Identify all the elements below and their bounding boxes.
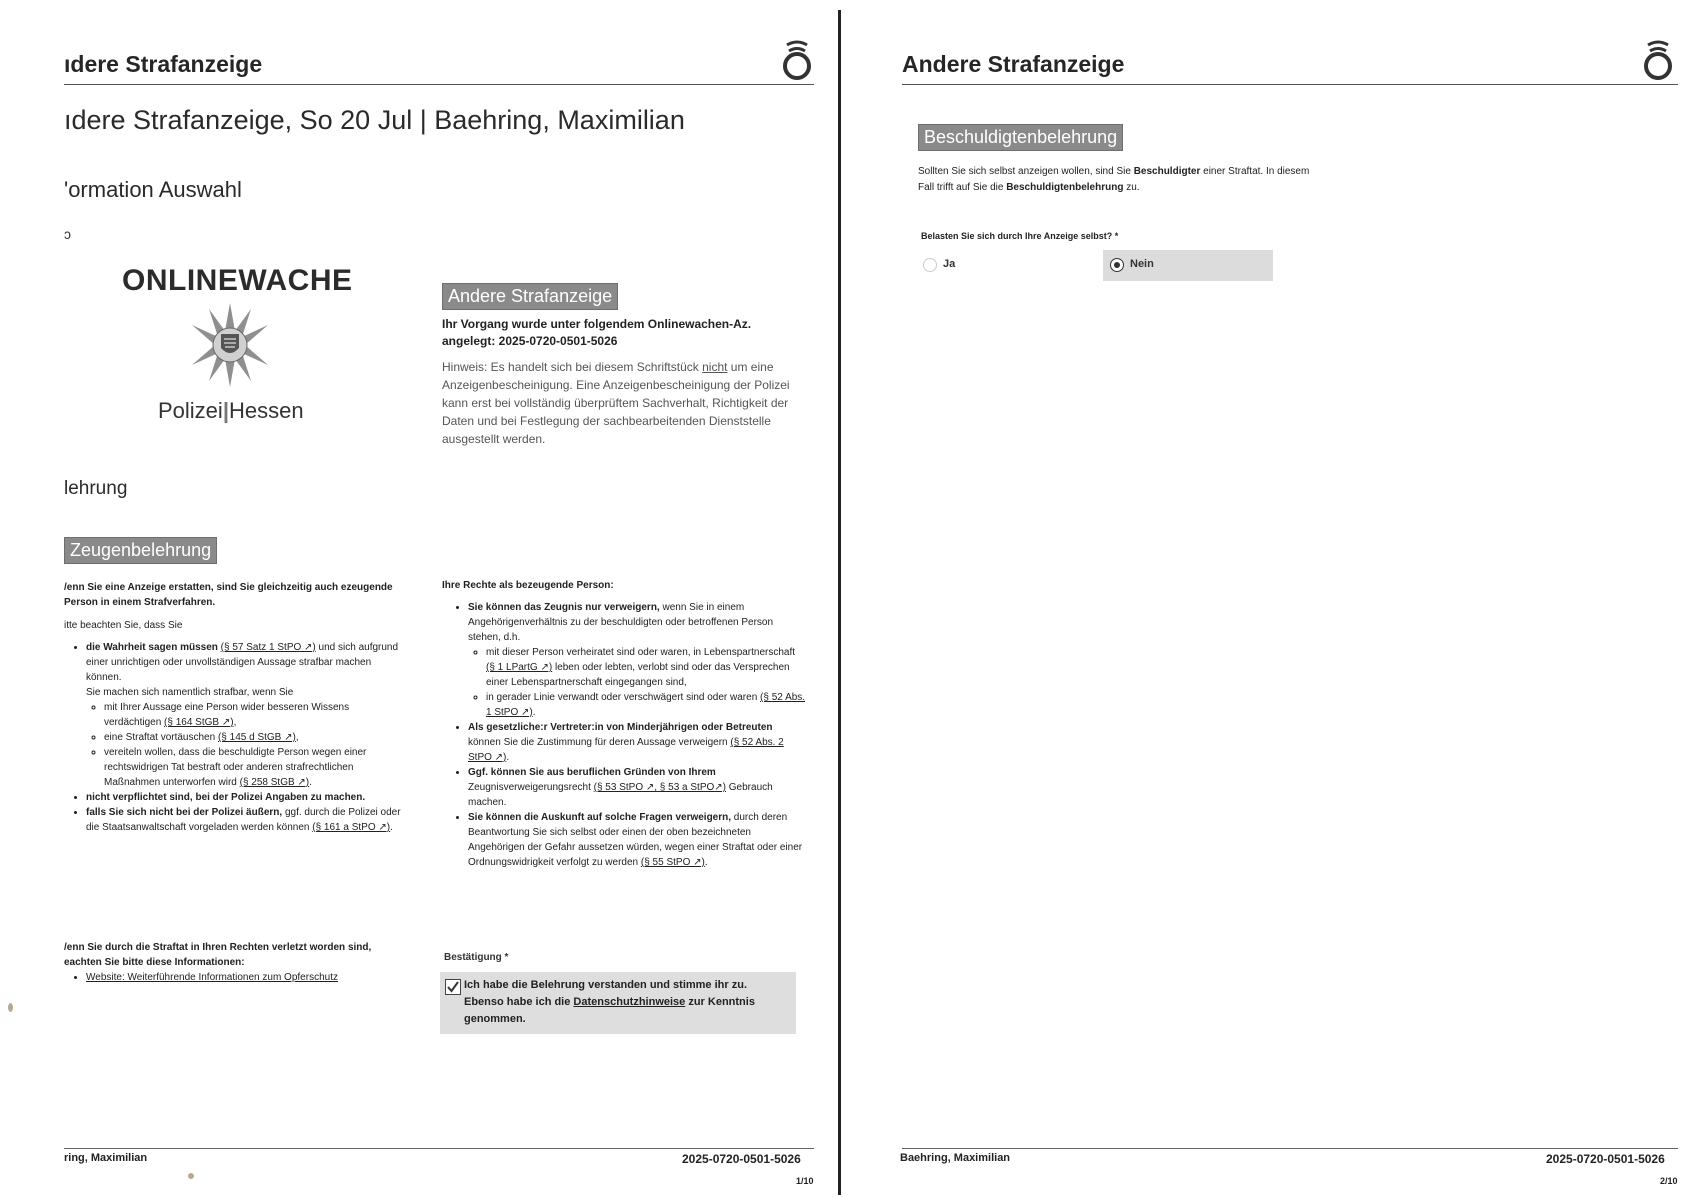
confirm-checkbox[interactable]	[445, 979, 461, 995]
radio-nein-label: Nein	[1130, 258, 1154, 270]
police-logo-icon	[1639, 36, 1677, 80]
selbstbelastung-question: Belasten Sie sich durch Ihre Anzeige selbst? *	[921, 231, 1119, 241]
zeugen-pflichten-list: • die Wahrheit sagen müssen (§ 57 Satz 1 StPO ↗) und sich aufgrund einer unrichtigen oder unvollständigen Aussage strafbar machen können. Sie machen sich namentlich strafbar, wenn Sie ◦ mit Ihrer Aussage eine Person wider besseren Wissens verdächtigen (§ 164 StGB ↗), ◦ eine Straftat vortäuschen (§ 145 d StGB ↗), ◦ vereiteln wollen, dass die beschuldigte Person wegen einer rechtswidrigen Tat bestraft oder anderen strafrechtlichen Maßnahmen unterworfen wird (§ 258 StGB ↗). • nicht verpflichtet sind, bei der Polizei Angaben zu machen. • falls Sie sich nicht bei der Polizei äußern, ggf. durch die Polizei oder die Staatsanwaltschaft vorgeladen werden können (§ 161 a StPO ↗).	[64, 640, 404, 835]
radio-nein-option[interactable]	[1103, 250, 1273, 281]
beschuldigten-text: Sollten Sie sich selbst anzeigen wollen, sind Sie Beschuldigter einer Straftat. In diesem Fall trifft auf Sie die Beschuldigtenbelehrung zu.	[918, 166, 1310, 193]
badge-beschuldigtenbelehrung: Beschuldigtenbelehrung	[918, 124, 1123, 151]
radio-ja[interactable]	[923, 258, 937, 272]
scan-speck	[188, 1173, 194, 1179]
footer-az: 2025-0720-0501-5026	[1546, 1152, 1665, 1166]
page-divider	[838, 10, 841, 1195]
police-logo-icon	[778, 36, 816, 80]
polizei-hessen-label: Polizei|Hessen	[158, 398, 304, 423]
footer-name: Baehring, Maximilian	[900, 1152, 1011, 1164]
link-161a-stpo[interactable]: (§ 161 a StPO ↗)	[312, 822, 391, 833]
footer-rule	[64, 1148, 814, 1149]
link-55-stpo[interactable]: (§ 55 StPO ↗)	[640, 857, 705, 868]
section-information: 'ormation Auswahl	[64, 177, 242, 202]
link-52-1-stpo[interactable]: (§ 52 Abs. 1 StPO ↗)	[486, 692, 806, 718]
page-1	[0, 0, 838, 1199]
badge-zeugenbelehrung: Zeugenbelehrung	[64, 537, 217, 564]
document-title: ıdere Strafanzeige, So 20 Jul | Baehring, Maximilian	[64, 105, 685, 135]
page-number: 2/10	[1660, 1176, 1678, 1186]
section-marker: ɔ	[64, 226, 71, 242]
link-53-stpo[interactable]: (§ 53 StPO ↗, § 53 a StPO↗)	[593, 782, 726, 793]
link-1-lpartg[interactable]: (§ 1 LPartG ↗)	[486, 662, 553, 673]
header-title: ıdere Strafanzeige	[64, 51, 263, 77]
radio-nein[interactable]	[1110, 258, 1124, 272]
header-title: Andere Strafanzeige	[902, 51, 1125, 77]
header-rule	[902, 84, 1678, 85]
confirm-text: Ich habe die Belehrung verstanden und stimme ihr zu. Ebenso habe ich die Datenschutzhinweise zur Kenntnis genommen.	[464, 979, 755, 1025]
footer-name: ring, Maximilian	[64, 1152, 148, 1164]
scan-speck	[8, 1003, 13, 1012]
section-belehrung: lehrung	[64, 478, 128, 499]
rechte-list: • Sie können das Zeugnis nur verweigern, wenn Sie in einem Angehörigenverhältnis zu der beschuldigten oder betroffenen Person stehen, d.h. ◦ mit dieser Person verheiratet sind oder waren, in Lebenspartnerschaft (§ 1 LPartG ↗) leben oder lebten, verlobt sind oder das Versprechen einer Lebenspartnerschaft eingegangen sind, ◦ in gerader Linie verwandt oder verschwägert sind oder waren (§ 52 Abs. 1 StPO ↗). • Als gesetzliche:r Vertreter:in von Minderjährigen oder Betreuten können Sie die Zustimmung für deren Aussage verweigern (§ 52 Abs. 2 StPO ↗). • Ggf. können Sie aus beruflichen Gründen von Ihrem Zeugnisverweigerungsrecht (§ 53 StPO ↗, § 53 a StPO↗) Gebrauch machen. • Sie können die Auskunft auf solche Fragen verweigern, durch deren Beantwortung Sie sich selbst oder einen der oben bezeichneten Angehörigen der Gefahr aussetzen würden, wegen einer Straftat oder einer Ordnungswidrigkeit verfolgt zu werden (§ 55 StPO ↗).	[446, 600, 806, 870]
footer-rule	[902, 1148, 1678, 1149]
badge-andere-strafanzeige: Andere Strafanzeige	[442, 283, 618, 310]
police-star-icon	[188, 302, 272, 388]
datenschutz-link[interactable]: Datenschutzhinweise	[573, 996, 686, 1008]
header-rule	[64, 84, 814, 85]
vorgang-info: Ihr Vorgang wurde unter folgendem Onlinewachen-Az. angelegt: 2025-0720-0501-5026	[442, 317, 752, 348]
link-164-stgb[interactable]: (§ 164 StGB ↗)	[164, 717, 234, 728]
opferschutz-link[interactable]: Website: Weiterführende Informationen zum Opferschutz	[86, 972, 338, 983]
opfer-list	[64, 970, 404, 985]
beachten-text: itte beachten Sie, dass Sie	[64, 620, 183, 631]
radio-ja-label: Ja	[943, 258, 956, 270]
link-145d-stgb[interactable]: (§ 145 d StGB ↗)	[217, 732, 296, 743]
zeugen-intro: /enn Sie eine Anzeige erstatten, sind Sie gleichzeitig auch ezeugende Person in einem Strafverfahren.	[64, 582, 393, 608]
onlinewache-brand: ONLINEWACHE	[122, 264, 353, 297]
hinweis-text: Hinweis: Es handelt sich bei diesem Schriftstück nicht um eine Anzeigenbescheinigung. Eine Anzeigenbescheinigung der Polizei kann erst bei vollständig überprüftem Sachverhalt, Richtigkeit der Daten und bei Festlegung der sachbearbeitenden Dienststelle ausgestellt werden.	[442, 360, 790, 446]
rechte-title: Ihre Rechte als bezeugende Person:	[442, 580, 614, 591]
confirm-box	[440, 972, 796, 1034]
page-number: 1/10	[796, 1176, 814, 1186]
opfer-intro: /enn Sie durch die Straftat in Ihren Rechten verletzt worden sind, eachten Sie bitte diese Informationen:	[64, 942, 372, 968]
confirm-label: Bestätigung *	[444, 952, 509, 963]
footer-az: 2025-0720-0501-5026	[682, 1152, 801, 1166]
link-57-stpo[interactable]: (§ 57 Satz 1 StPO ↗)	[220, 642, 316, 653]
link-258-stgb[interactable]: (§ 258 StGB ↗)	[239, 777, 310, 788]
link-52-2-stpo[interactable]: (§ 52 Abs. 2 StPO ↗)	[468, 737, 784, 763]
